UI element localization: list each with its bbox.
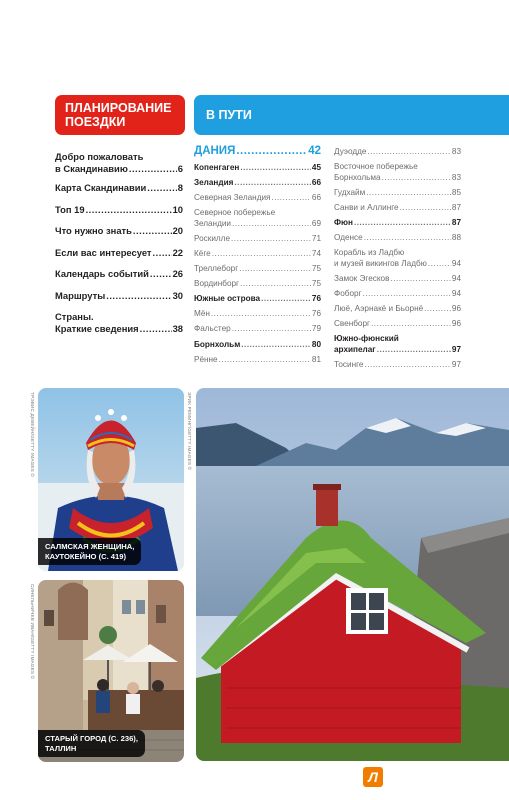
toc-entry-label: архипелаг (334, 344, 376, 354)
planning-item-label: Карта Скандинавии (55, 182, 147, 193)
publisher-logo: Л (363, 767, 383, 787)
country-entry[interactable] (194, 145, 321, 158)
toc-entry-label: Кёге (194, 248, 211, 258)
toc-entry[interactable] (194, 249, 321, 260)
toc-entry[interactable] (194, 264, 321, 275)
planning-item-label: Страны. (55, 311, 94, 322)
toc-entry-page: 75 (311, 279, 321, 289)
planning-item-label: Краткие сведения (55, 322, 139, 334)
toc-entry-page: 71 (311, 233, 321, 243)
sami-photo-caption (38, 538, 141, 565)
planning-header-line-1: ПЛАНИРОВАНИЕ (65, 101, 172, 115)
toc-entry-page: 45 (311, 163, 321, 172)
toc-entry-label: Фюн (334, 217, 353, 227)
toc-entry-label: Северная Зеландия (194, 193, 271, 203)
planning-item-page: 30 (172, 289, 183, 301)
toc-entry[interactable] (334, 334, 461, 355)
toc-entry[interactable] (334, 203, 461, 214)
toc-entry[interactable] (334, 147, 461, 158)
sami-caption-line-1: САЛМСКАЯ ЖЕНЩИНА, (45, 542, 135, 551)
toc-entry[interactable] (194, 163, 321, 174)
toc-entry-page: 80 (311, 339, 321, 349)
toc-entry-label: Фальстер (194, 324, 231, 334)
toc-entry-page: 87 (451, 217, 461, 227)
toc-column-right (334, 147, 461, 375)
planning-item-page: 26 (172, 268, 183, 279)
toc-entry[interactable] (334, 233, 461, 244)
toc-entry-page: 97 (451, 359, 461, 369)
fjord-house-photo (196, 388, 509, 761)
sami-caption-line-2: КАУТОКЕЙНО (С. 419) (45, 551, 126, 561)
planning-header (55, 95, 185, 135)
tallinn-photo-credit: СИНЕЛЬНИЧЕВ ИВАН/GETTY IMAGES © (30, 584, 35, 680)
toc-entry-page: 79 (311, 324, 321, 334)
planning-item-page: 22 (172, 246, 183, 258)
planning-item-page: 10 (172, 203, 183, 215)
tallinn-caption-line-1: СТАРЫЙ ГОРОД (С. 236), (45, 734, 138, 743)
toc-entry-page: 74 (311, 248, 321, 258)
toc-entry-page: 81 (311, 354, 321, 364)
toc-entry-label: Фоборг (334, 288, 362, 298)
toc-entry[interactable] (334, 319, 461, 330)
toc-entry[interactable] (334, 248, 461, 269)
toc-entry-label: Роскилле (194, 233, 231, 243)
planning-item-label: Что нужно знать (55, 225, 132, 236)
planning-item[interactable] (55, 311, 183, 334)
toc-entry-page: 66 (311, 193, 321, 203)
planning-item-label: Если вас интересует (55, 246, 152, 258)
toc-entry-page: 96 (451, 303, 461, 313)
toc-entry-page: 97 (451, 344, 461, 354)
toc-entry[interactable] (334, 274, 461, 285)
toc-entry[interactable] (334, 289, 461, 300)
toc-entry-label: Восточное побережье (334, 162, 418, 172)
toc-entry[interactable] (334, 162, 461, 183)
planning-item-label: Календарь событий (55, 268, 149, 279)
planning-item[interactable] (55, 225, 183, 237)
toc-entry-label: Замок Эгесков (334, 273, 390, 283)
toc-entry-page: 94 (451, 273, 461, 283)
toc-entry-page: 66 (311, 178, 321, 188)
toc-entry[interactable] (194, 324, 321, 335)
toc-entry-label: Борнхольма (334, 172, 381, 182)
toc-entry[interactable] (334, 304, 461, 315)
toc-entry-label: и музей викингов Ладбю (334, 258, 427, 268)
planning-item[interactable] (55, 290, 183, 302)
planning-item[interactable] (55, 151, 183, 174)
planning-item[interactable] (55, 268, 183, 280)
toc-entry-label: Дуэодде (334, 147, 367, 156)
planning-item-page: 38 (172, 322, 183, 334)
planning-item[interactable] (55, 204, 183, 216)
planning-item-label: Добро пожаловать (55, 151, 144, 162)
toc-column-middle (194, 145, 321, 370)
toc-entry-page: 83 (451, 147, 461, 156)
planning-item-page: 8 (177, 182, 183, 193)
planning-item-label: в Скандинавию (55, 162, 128, 174)
fjord-photo-credit: ЭРИК РЕМИНГ/GETTY IMAGES © (187, 392, 192, 471)
toc-entry-label: Санви и Аллинге (334, 202, 399, 212)
toc-entry-page: 87 (451, 202, 461, 212)
toc-entry[interactable] (194, 309, 321, 320)
toc-entry-label: Оденсе (334, 232, 363, 242)
toc-entry[interactable] (194, 193, 321, 204)
toc-entry-label: Южно-фюнский (334, 334, 399, 344)
toc-entry-label: Тосинге (334, 359, 364, 369)
planning-header-line-2: ПОЕЗДКИ (65, 115, 126, 129)
planning-list (55, 151, 183, 334)
tallinn-photo-caption (38, 730, 145, 757)
toc-entry-label: Борнхольм (194, 339, 241, 349)
toc-entry-page: 83 (451, 172, 461, 182)
toc-entry[interactable] (194, 279, 321, 290)
toc-entry-label: Зеландии (194, 218, 232, 228)
sami-woman-photo (38, 388, 184, 571)
toc-entry-page: 76 (311, 309, 321, 319)
toc-entry-label: Люё, Аэрнакё и Бьорнё (334, 303, 424, 313)
toc-entry-label: Зеландия (194, 178, 234, 188)
planning-item-label: Маршруты (55, 289, 106, 301)
toc-entry-label: Треллеборг (194, 264, 239, 274)
country-page: 42 (308, 145, 321, 157)
toc-entry[interactable] (194, 294, 321, 305)
toc-entry-label: Северное побережье (194, 208, 276, 218)
toc-entry-label: Вординборг (194, 279, 240, 289)
toc-entry[interactable] (194, 355, 321, 366)
toc-entry-label: Копенгаген (194, 163, 240, 172)
toc-entry[interactable] (194, 340, 321, 351)
toc-entry-page: 94 (451, 258, 461, 268)
toc-entry-page: 76 (311, 294, 321, 304)
country-name: ДАНИЯ (194, 145, 236, 157)
toc-entry-label: Корабль из Ладбю (334, 248, 405, 258)
planning-item[interactable] (55, 182, 183, 194)
toc-entry-page: 94 (451, 288, 461, 298)
planning-item[interactable] (55, 247, 183, 259)
toc-entry[interactable] (334, 188, 461, 199)
toc-entry-label: Мён (194, 309, 210, 319)
toc-entry[interactable] (334, 360, 461, 371)
toc-entry-page: 85 (451, 187, 461, 197)
tallinn-caption-line-2: ТАЛЛИН (45, 743, 77, 753)
toc-entry-page: 69 (311, 218, 321, 228)
planning-item-label: Топ 19 (55, 203, 85, 215)
toc-entry-label: Гудхайм (334, 187, 366, 197)
on-the-road-header: В ПУТИ (194, 95, 509, 135)
tallinn-photo (38, 580, 184, 762)
toc-entry[interactable] (194, 208, 321, 229)
toc-entry-label: Южные острова (194, 294, 261, 304)
toc-entry[interactable] (194, 234, 321, 245)
sami-photo-credit: ТРЭВИС ДЕВЕЙН/GETTY IMAGES © (30, 392, 35, 477)
toc-entry[interactable] (194, 178, 321, 189)
toc-entry-page: 88 (451, 232, 461, 242)
toc-entry-label: Свенборг (334, 318, 371, 328)
toc-entry[interactable] (334, 218, 461, 229)
toc-entry-page: 75 (311, 264, 321, 274)
planning-item-page: 20 (172, 225, 183, 236)
planning-item-page: 6 (177, 162, 183, 174)
toc-entry-page: 96 (451, 318, 461, 328)
toc-entry-label: Рённе (194, 354, 218, 364)
